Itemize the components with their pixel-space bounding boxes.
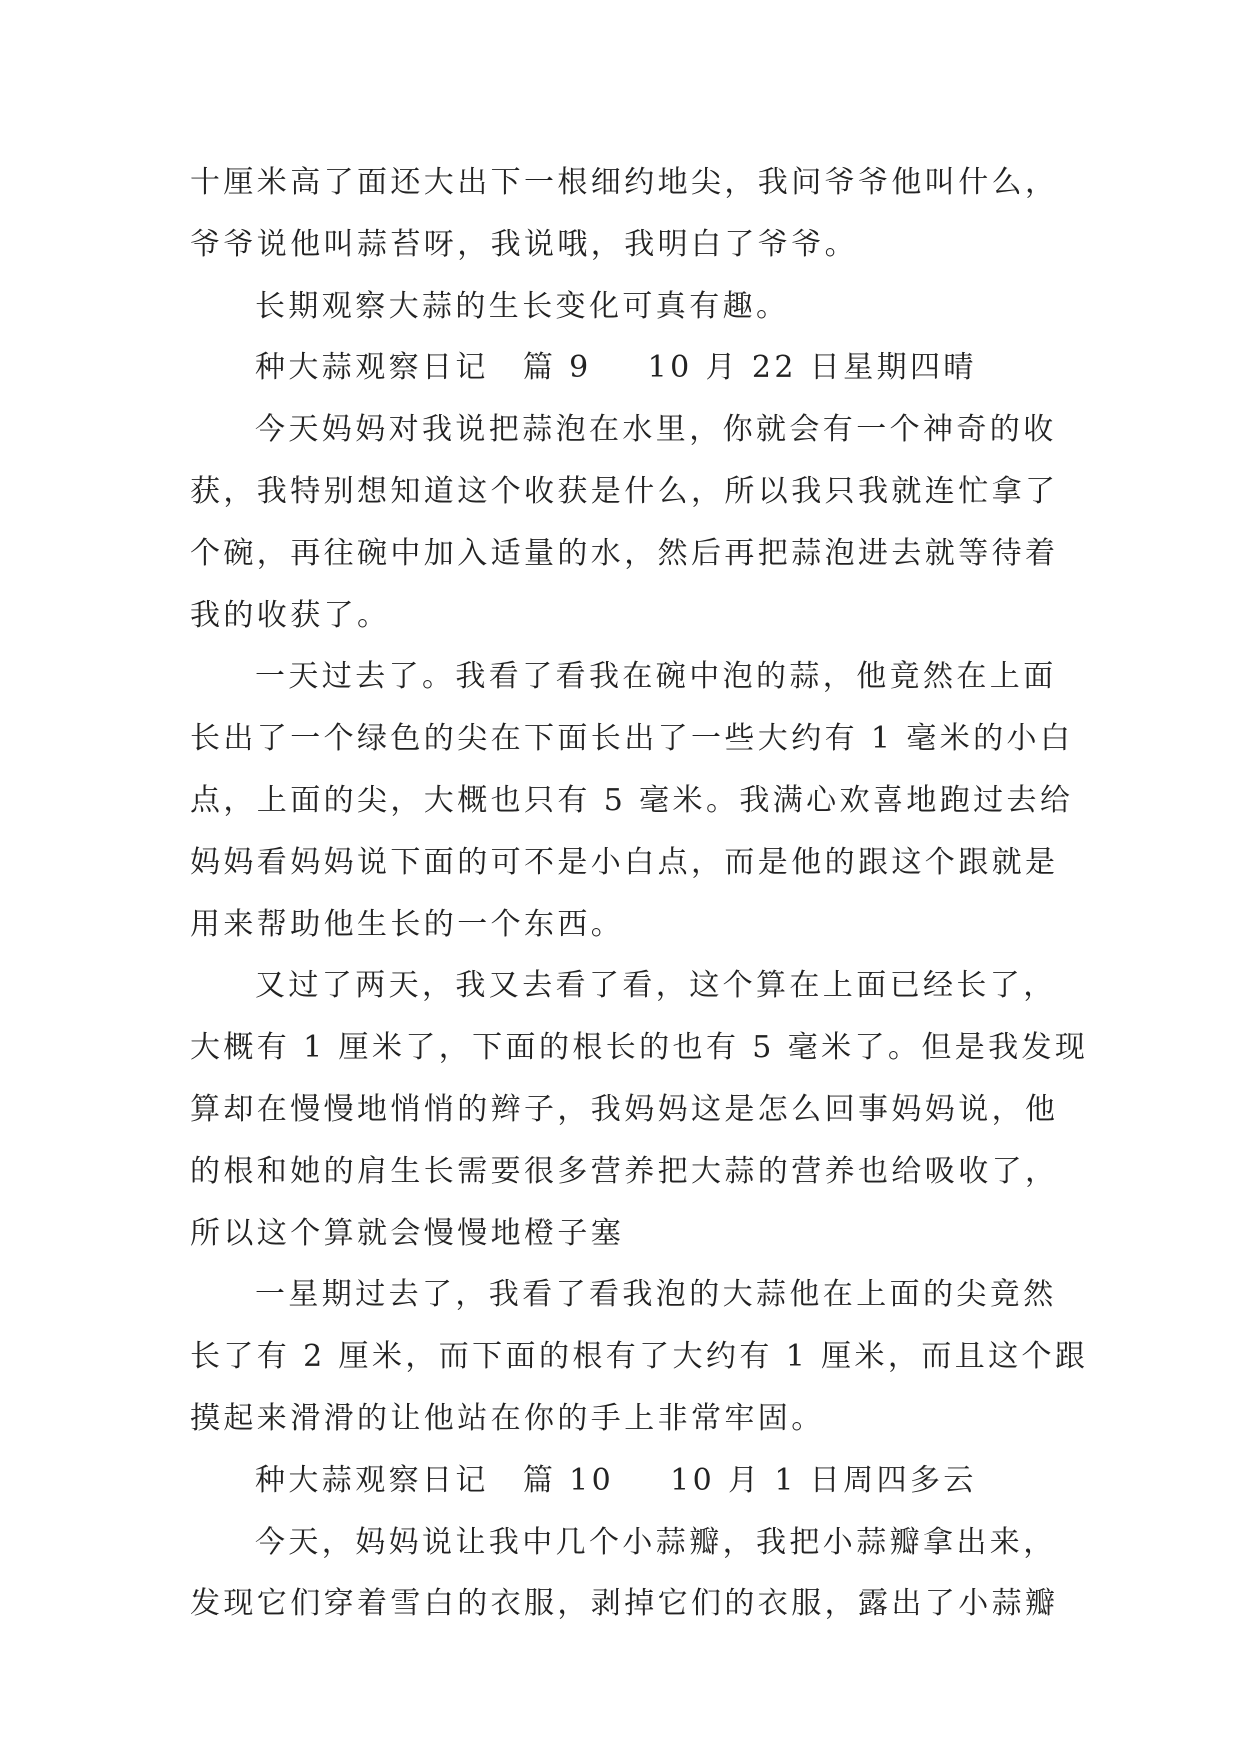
text-line: 我的收获了。 [190, 597, 391, 633]
text-line: 长出了一个绿色的尖在下面长出了一些大约有 1 毫米的小白 [190, 721, 1074, 757]
paragraph-start: 一天过去了。我看了看我在碗中泡的蒜，他竟然在上面 [255, 659, 1057, 695]
entry-heading-10 [190, 1450, 1080, 1512]
paragraph-start: 长期观察大蒜的生长变化可真有趣。 [255, 288, 790, 324]
text-line: 爷爷说他叫蒜苔呀，我说哦，我明白了爷爷。 [190, 226, 858, 262]
paragraph-start: 今天，妈妈说让我中几个小蒜瓣，我把小蒜瓣拿出来， [255, 1524, 1057, 1560]
text-line: 发现它们穿着雪白的衣服，剥掉它们的衣服，露出了小蒜瓣 [190, 1586, 1059, 1622]
text-line: 大概有 1 厘米了，下面的根长的也有 5 毫米了。但是我发现 [190, 1030, 1089, 1066]
paragraph-start: 今天妈妈对我说把蒜泡在水里，你就会有一个神奇的收 [255, 412, 1057, 448]
entry-date: 10 月 22 日星期四晴 [647, 350, 977, 386]
text-line: 个碗，再往碗中加入适量的水，然后再把蒜泡进去就等待着 [190, 535, 1059, 571]
document-body [190, 152, 1089, 1635]
entry-chapter: 篇 10 [522, 1462, 615, 1498]
entry-chapter: 篇 9 [522, 350, 592, 386]
text-line: 获，我特别想知道这个收获是什么，所以我只我就连忙拿了 [190, 473, 1059, 509]
text-line: 的根和她的肩生长需要很多营养把大蒜的营养也给吸收了， [190, 1153, 1059, 1189]
text-line: 点，上面的尖，大概也只有 5 毫米。我满心欢喜地跑过去给 [190, 782, 1074, 818]
entry-heading-9 [190, 337, 1080, 399]
text-line: 十厘米高了面还大出下一根细约地尖，我问爷爷他叫什么， [190, 165, 1059, 200]
text-line: 算却在慢慢地悄悄的辫子，我妈妈这是怎么回事妈妈说，他 [190, 1091, 1059, 1127]
entry-date: 10 月 1 日周四多云 [670, 1462, 977, 1498]
text-line: 长了有 2 厘米，而下面的根有了大约有 1 厘米，而且这个跟 [190, 1339, 1089, 1375]
text-line: 摸起来滑滑的让他站在你的手上非常牢固。 [190, 1400, 825, 1436]
entry-title: 种大蒜观察日记 [255, 1462, 489, 1498]
paragraph-start: 又过了两天，我又去看了看，这个算在上面已经长了， [255, 968, 1057, 1004]
text-line: 妈妈看妈妈说下面的可不是小白点，而是他的跟这个跟就是 [190, 844, 1059, 880]
text-line: 用来帮助他生长的一个东西。 [190, 906, 625, 942]
paragraph-start: 一星期过去了，我看了看我泡的大蒜他在上面的尖竟然 [255, 1277, 1057, 1313]
text-line: 所以这个算就会慢慢地橙子塞 [190, 1215, 625, 1251]
entry-title: 种大蒜观察日记 [255, 350, 489, 386]
